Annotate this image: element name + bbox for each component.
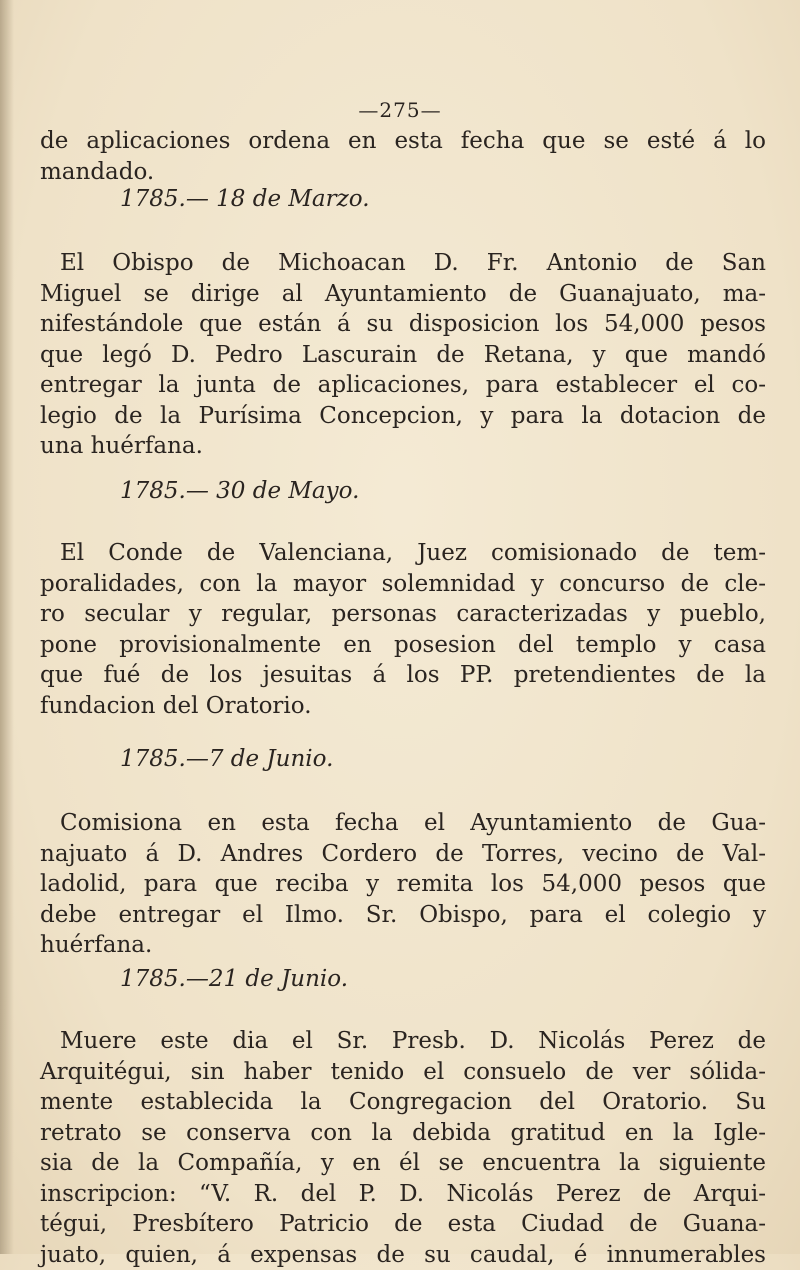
text-line: legio de la Purísima Concepcion, y para la dotacion de xyxy=(40,401,766,432)
entry-date: 1785.— 18 de Marzo. xyxy=(120,186,370,212)
text-line: tégui, Presbítero Patricio de esta Ciudad de Guana- xyxy=(40,1209,766,1240)
text-line: de aplicaciones ordena en esta fecha que se esté á lo xyxy=(40,126,766,157)
text-line: que legó D. Pedro Lascurain de Retana, y que mandó xyxy=(40,340,766,371)
text-line: sia de la Compañía, y en él se encuentra la siguiente xyxy=(40,1148,766,1179)
text-line: pone provisionalmente en posesion del templo y casa xyxy=(40,630,766,661)
text-line: najuato á D. Andres Cordero de Torres, vecino de Val- xyxy=(40,839,766,870)
text-line: retrato se conserva con la debida gratitud en la Igle- xyxy=(40,1118,766,1149)
entry-paragraph xyxy=(40,1026,766,1270)
text-line: ladolid, para que reciba y remita los 54,000 pesos que xyxy=(40,869,766,900)
text-line: Arquitégui, sin haber tenido el consuelo de ver sólida- xyxy=(40,1057,766,1088)
text-line: juato, quien, á expensas de su caudal, é innumerables xyxy=(40,1240,766,1270)
text-line: mandado. xyxy=(40,157,766,188)
page-number: —275— xyxy=(0,98,800,122)
text-line: Comisiona en esta fecha el Ayuntamiento de Gua- xyxy=(40,808,766,839)
text-line: Miguel se dirige al Ayuntamiento de Guanajuato, ma- xyxy=(40,279,766,310)
text-line: una huérfana. xyxy=(40,431,766,462)
text-line: El Conde de Valenciana, Juez comisionado de tem- xyxy=(40,538,766,569)
text-line: poralidades, con la mayor solemnidad y concurso de cle- xyxy=(40,569,766,600)
entry-date: 1785.—21 de Junio. xyxy=(120,966,348,992)
entry-paragraph xyxy=(40,538,766,721)
entry-date: 1785.—7 de Junio. xyxy=(120,746,333,772)
text-line: debe entregar el Ilmo. Sr. Obispo, para el colegio y xyxy=(40,900,766,931)
text-line: nifestándole que están á su disposicion los 54,000 pesos xyxy=(40,309,766,340)
text-line: ro secular y regular, personas caracterizadas y pueblo, xyxy=(40,599,766,630)
page-edge-shadow xyxy=(0,0,14,1254)
text-line: mente establecida la Congregacion del Oratorio. Su xyxy=(40,1087,766,1118)
text-line: Muere este dia el Sr. Presb. D. Nicolás Perez de xyxy=(40,1026,766,1057)
entry-paragraph xyxy=(40,248,766,462)
text-line: inscripcion: “V. R. del P. D. Nicolás Perez de Arqui- xyxy=(40,1179,766,1210)
text-line: El Obispo de Michoacan D. Fr. Antonio de San xyxy=(40,248,766,279)
text-line: entregar la junta de aplicaciones, para establecer el co- xyxy=(40,370,766,401)
text-line: que fué de los jesuitas á los PP. pretendientes de la xyxy=(40,660,766,691)
paragraph-continuation xyxy=(40,126,766,187)
entry-date: 1785.— 30 de Mayo. xyxy=(120,478,359,504)
text-line: huérfana. xyxy=(40,930,766,961)
text-line: fundacion del Oratorio. xyxy=(40,691,766,722)
entry-paragraph xyxy=(40,808,766,961)
